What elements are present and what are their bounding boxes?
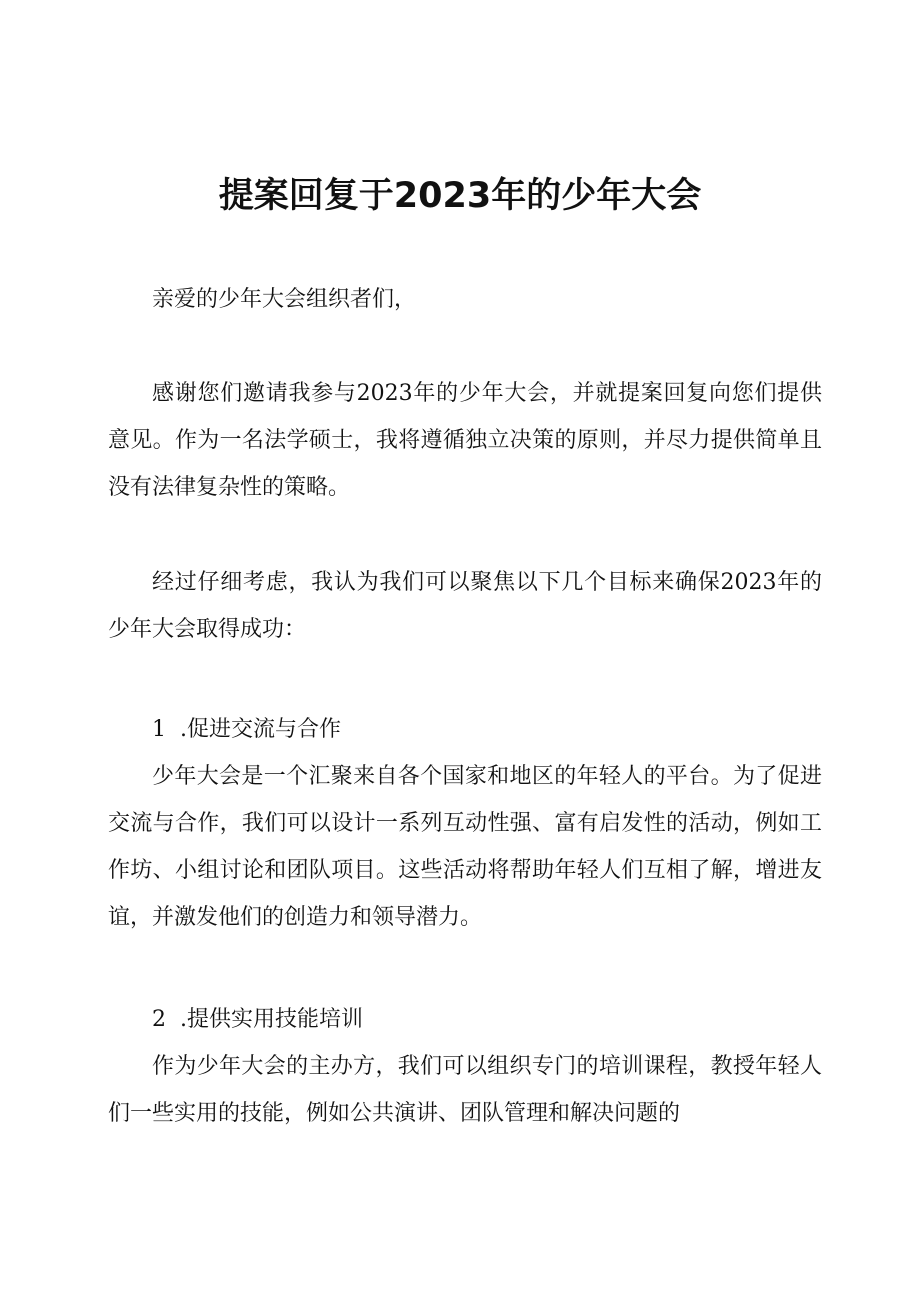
document-title: 提案回复于2023年的少年大会	[218, 176, 702, 216]
section-number-1: 1	[152, 717, 166, 742]
section-number-2: 2	[152, 1007, 166, 1032]
section-heading-2	[152, 996, 752, 1043]
paragraph-goals: 经过仔细考虑，我认为我们可以聚焦以下几个目标来确保2023年的少年大会取得成功：	[108, 570, 822, 642]
section-heading-1	[152, 706, 752, 753]
salutation: 亲爱的少年大会组织者们，	[152, 287, 417, 312]
paragraph-intro: 感谢您们邀请我参与2023年的少年大会，并就提案回复向您们提供意见。作为一名法学硕士，我将遵循独立决策的原则，并尽力提供简单且没有法律复杂性的策略。	[108, 381, 822, 500]
section-heading-text-1: .促进交流与合作	[180, 717, 341, 742]
section-body-1: 少年大会是一个汇聚来自各个国家和地区的年轻人的平台。为了促进交流与合作，我们可以设计一系列互动性强、富有启发性的活动，例如工作坊、小组讨论和团队项目。这些活动将帮助年轻人们互相了解，增进友谊，并激发他们的创造力和领导潜力。	[108, 764, 822, 930]
section-body-2: 作为少年大会的主办方，我们可以组织专门的培训课程，教授年轻人们一些实用的技能，例如公共演讲、团队管理和解决问题的	[108, 1054, 822, 1126]
section-heading-text-2: .提供实用技能培训	[180, 1007, 363, 1032]
